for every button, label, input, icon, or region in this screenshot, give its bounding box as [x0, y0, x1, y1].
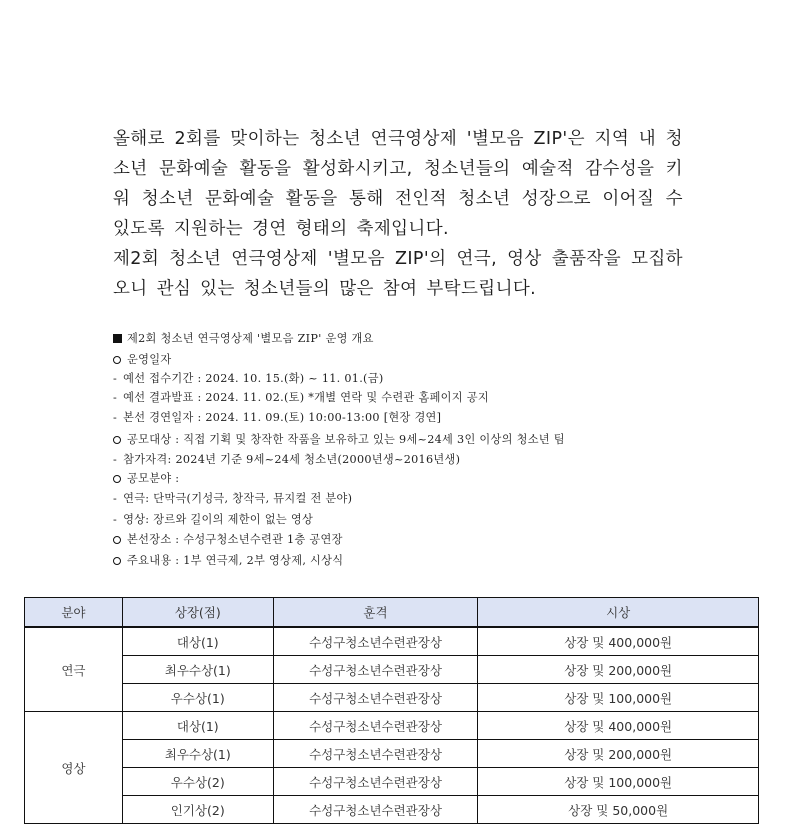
field-item: [113, 488, 673, 510]
fields-heading-line: [113, 469, 673, 488]
target-line: [113, 429, 673, 450]
category-cell: 영상: [25, 712, 123, 824]
award-cell: 우수상(2): [122, 768, 273, 796]
schedule-item: [113, 369, 673, 388]
grade-cell: 수성구청소년수련관장상: [273, 684, 478, 712]
program-text: 주요내용 : 1부 연극제, 2부 영상제, 시상식: [127, 554, 344, 567]
schedule-final-date: 본선 경연일자 : 2024. 11. 09.(토) 10:00-13:00 [현장 경연]: [123, 411, 442, 424]
grade-cell: 수성구청소년수련관장상: [273, 656, 478, 684]
awards-table: [24, 597, 759, 824]
field-video: 영상: 장르와 길이의 제한이 없는 영상: [123, 513, 314, 526]
table-row: [25, 627, 759, 656]
target-text: 공모대상 : 직접 기획 및 창작한 작품을 보유하고 있는 9세~24세 3인 이상의 청소년 팀: [127, 433, 565, 446]
table-row: [25, 768, 759, 796]
prize-cell: 상장 및 200,000원: [478, 656, 759, 684]
header-award: 상장(점): [122, 598, 273, 628]
circle-bullet-icon: [113, 475, 121, 483]
schedule-heading: 운영일자: [127, 353, 172, 366]
table-row: [25, 684, 759, 712]
prize-cell: 상장 및 100,000원: [478, 684, 759, 712]
prize-cell: 상장 및 50,000원: [478, 796, 759, 824]
circle-bullet-icon: [113, 356, 121, 364]
field-item: [113, 510, 673, 529]
grade-cell: 수성구청소년수련관장상: [273, 740, 478, 768]
header-prize: 시상: [478, 598, 759, 628]
dash-bullet-icon: -: [113, 453, 118, 466]
field-theater: 연극: 단막극(기성극, 창작극, 뮤지컬 전 분야): [123, 492, 353, 505]
overview-section: [113, 328, 673, 570]
grade-cell: 수성구청소년수련관장상: [273, 768, 478, 796]
grade-cell: 수성구청소년수련관장상: [273, 796, 478, 824]
header-grade: 훈격: [273, 598, 478, 628]
schedule-item: [113, 388, 673, 407]
grade-cell: 수성구청소년수련관장상: [273, 627, 478, 656]
overview-title-line: [113, 328, 673, 350]
prize-cell: 상장 및 400,000원: [478, 712, 759, 740]
circle-bullet-icon: [113, 557, 121, 565]
schedule-prelim-submission: 예선 접수기간 : 2024. 10. 15.(화) ~ 11. 01.(금): [123, 372, 384, 385]
award-cell: 대상(1): [122, 627, 273, 656]
prize-cell: 상장 및 100,000원: [478, 768, 759, 796]
dash-bullet-icon: -: [113, 391, 118, 404]
schedule-prelim-results: 예선 결과발표 : 2024. 11. 02.(토) *개별 연락 및 수련관 홈페이지 공지: [123, 391, 489, 404]
fields-heading: 공모분야 :: [127, 472, 180, 485]
dash-bullet-icon: -: [113, 411, 118, 424]
dash-bullet-icon: -: [113, 372, 118, 385]
square-bullet-icon: [113, 334, 122, 343]
award-cell: 대상(1): [122, 712, 273, 740]
table-row: [25, 712, 759, 740]
dash-bullet-icon: -: [113, 513, 118, 526]
category-cell: 연극: [25, 627, 123, 712]
overview-title: 제2회 청소년 연극영상제 '별모음 ZIP' 운영 개요: [127, 332, 374, 345]
table-row: [25, 796, 759, 824]
eligibility-text: 참가자격: 2024년 기준 9세~24세 청소년(2000년생~2016년생): [123, 453, 461, 466]
circle-bullet-icon: [113, 536, 121, 544]
schedule-item: [113, 407, 673, 429]
venue-line: [113, 529, 673, 551]
award-cell: 최우수상(1): [122, 740, 273, 768]
intro-paragraph-2: 제2회 청소년 연극영상제 '별모음 ZIP'의 연극, 영상 출품작을 모집하오니 관심 있는 청소년들의 많은 참여 부탁드립니다.: [113, 249, 683, 299]
award-cell: 인기상(2): [122, 796, 273, 824]
prize-cell: 상장 및 400,000원: [478, 627, 759, 656]
prize-cell: 상장 및 200,000원: [478, 740, 759, 768]
circle-bullet-icon: [113, 436, 121, 444]
eligibility-line: [113, 450, 673, 469]
award-cell: 우수상(1): [122, 684, 273, 712]
award-cell: 최우수상(1): [122, 656, 273, 684]
dash-bullet-icon: -: [113, 492, 118, 505]
program-line: [113, 551, 673, 570]
intro-paragraph-1: 올해로 2회를 맞이하는 청소년 연극영상제 '별모음 ZIP'은 지역 내 청소년 문화예술 활동을 활성화시키고, 청소년들의 예술적 감수성을 키워 청소년 문화예술 활동을 통해 전인적 청소년 성장으로 이어질 수 있도록 지원하는 경연 형태의 축제입니다.: [113, 129, 683, 239]
table-row: [25, 740, 759, 768]
venue-text: 본선장소 : 수성구청소년수련관 1층 공연장: [127, 533, 343, 546]
intro-text: [113, 124, 683, 304]
table-row: [25, 656, 759, 684]
grade-cell: 수성구청소년수련관장상: [273, 712, 478, 740]
table-header-row: [25, 598, 759, 628]
header-category: 분야: [25, 598, 123, 628]
schedule-heading-line: [113, 350, 673, 369]
